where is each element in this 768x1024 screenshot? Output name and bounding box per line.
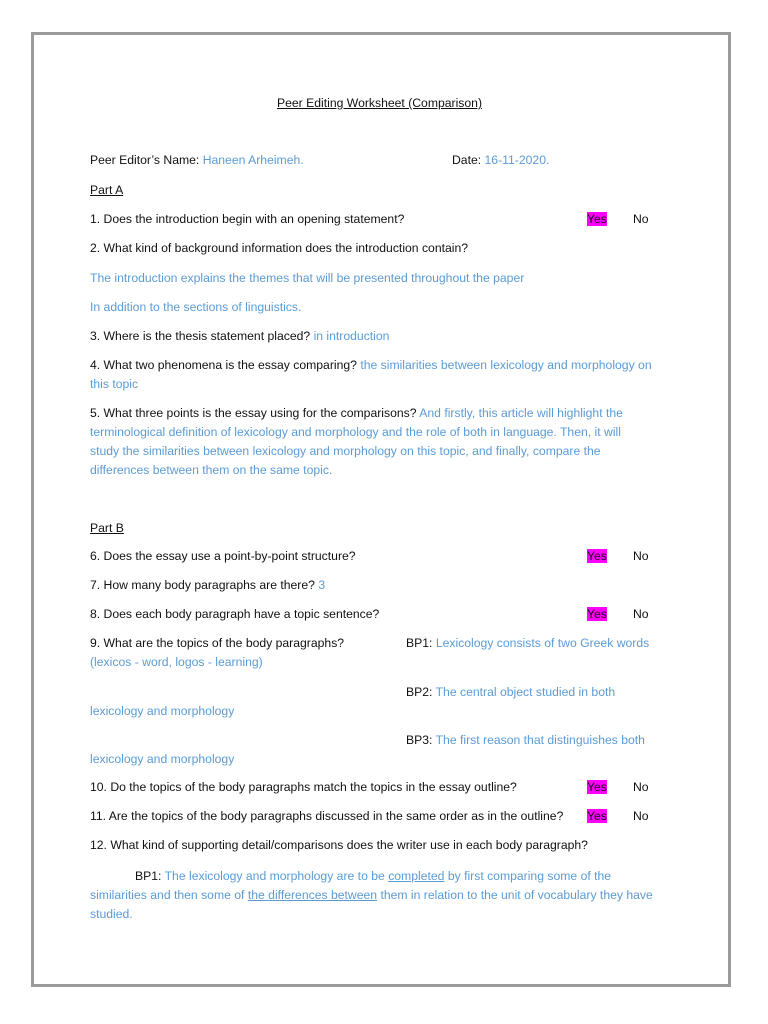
part-a-heading: Part A xyxy=(90,183,124,197)
editor-name-row xyxy=(90,153,304,168)
part-b-heading: Part B xyxy=(90,521,124,535)
worksheet-page xyxy=(31,32,731,987)
question-5: 5. What three points is the essay using for the comparisons? And firstly, this article will highlight the xyxy=(90,406,623,420)
editor-name-value: Haneen Arheimeh. xyxy=(202,153,304,167)
q9-bp3: BP3: The first reason that distinguishes both xyxy=(406,733,645,747)
q1-yes-highlighted: Yes xyxy=(587,212,607,226)
date-label: Date: xyxy=(452,153,482,167)
question-11: 11. Are the topics of the body paragraphs discussed in the same order as in the outline? xyxy=(90,809,564,823)
answer-7: 3 xyxy=(318,578,326,592)
question-8: 8. Does each body paragraph have a topic sentence? xyxy=(90,607,380,621)
worksheet-title: Peer Editing Worksheet (Comparison) xyxy=(277,96,483,110)
q9-bp2: BP2: The central object studied in both xyxy=(406,685,616,699)
q10-no: No xyxy=(633,780,649,794)
q11-yes-highlighted: Yes xyxy=(587,809,607,823)
question-1: 1. Does the introduction begin with an opening statement? xyxy=(90,212,405,226)
answer-5-line-4: differences between them on the same topic. xyxy=(90,463,333,477)
question-10: 10. Do the topics of the body paragraphs match the topics in the essay outline? xyxy=(90,780,517,794)
q9-bp2-continuation: lexicology and morphology xyxy=(90,704,235,718)
question-12: 12. What kind of supporting detail/comparisons does the writer use in each body paragraph? xyxy=(90,838,588,852)
answer-3: in introduction xyxy=(313,329,390,343)
answer-5-line-2: terminological definition of lexicology and morphology and the role of both in language. Then, it will xyxy=(90,425,621,439)
question-2: 2. What kind of background information does the introduction contain? xyxy=(90,241,469,255)
answer-2-line-2: In addition to the sections of linguistics. xyxy=(90,300,302,314)
q12-bp1-label: BP1: xyxy=(135,869,162,883)
editor-name-label: Peer Editor’s Name: xyxy=(90,153,200,167)
q12-bp1-answer: BP1: The lexicology and morphology are to be completed by first comparing some of the similarities and then some of the differences between them in relation to the unit of vocabulary they have studied. xyxy=(90,869,653,921)
q6-no: No xyxy=(633,549,649,563)
q9-bp1: BP1: Lexicology consists of two Greek words xyxy=(406,636,650,650)
answer-5-line-3: study the similarities between lexicology and morphology on this topic, and finally, compare the xyxy=(90,444,601,458)
q1-no: No xyxy=(633,212,649,226)
underlined-differences: the differences between xyxy=(247,888,378,902)
question-9: 9. What are the topics of the body paragraphs? xyxy=(90,636,345,650)
q9-bp3-continuation: lexicology and morphology xyxy=(90,752,235,766)
date-value: 16-11-2020. xyxy=(484,153,550,167)
date-row xyxy=(452,153,549,168)
answer-4-line-2: this topic xyxy=(90,377,139,391)
question-3: 3. Where is the thesis statement placed? in introduction xyxy=(90,329,390,343)
question-7: 7. How many body paragraphs are there? 3 xyxy=(90,578,326,592)
underlined-completed: completed xyxy=(388,869,445,883)
q8-no: No xyxy=(633,607,649,621)
q6-yes-highlighted: Yes xyxy=(587,549,607,563)
q10-yes-highlighted: Yes xyxy=(587,780,607,794)
question-4: 4. What two phenomena is the essay comparing? the similarities between lexicology and morphology on xyxy=(90,358,652,372)
answer-2-line-1: The introduction explains the themes that will be presented throughout the paper xyxy=(90,271,525,285)
q11-no: No xyxy=(633,809,649,823)
q9-bp1-continuation: (lexicos - word, logos - learning) xyxy=(90,655,263,669)
answer-5-line-1: And firstly, this article will highlight the xyxy=(419,406,623,420)
answer-4-line-1: the similarities between lexicology and morphology on xyxy=(360,358,652,372)
question-6: 6. Does the essay use a point-by-point structure? xyxy=(90,549,356,563)
q8-yes-highlighted: Yes xyxy=(587,607,607,621)
